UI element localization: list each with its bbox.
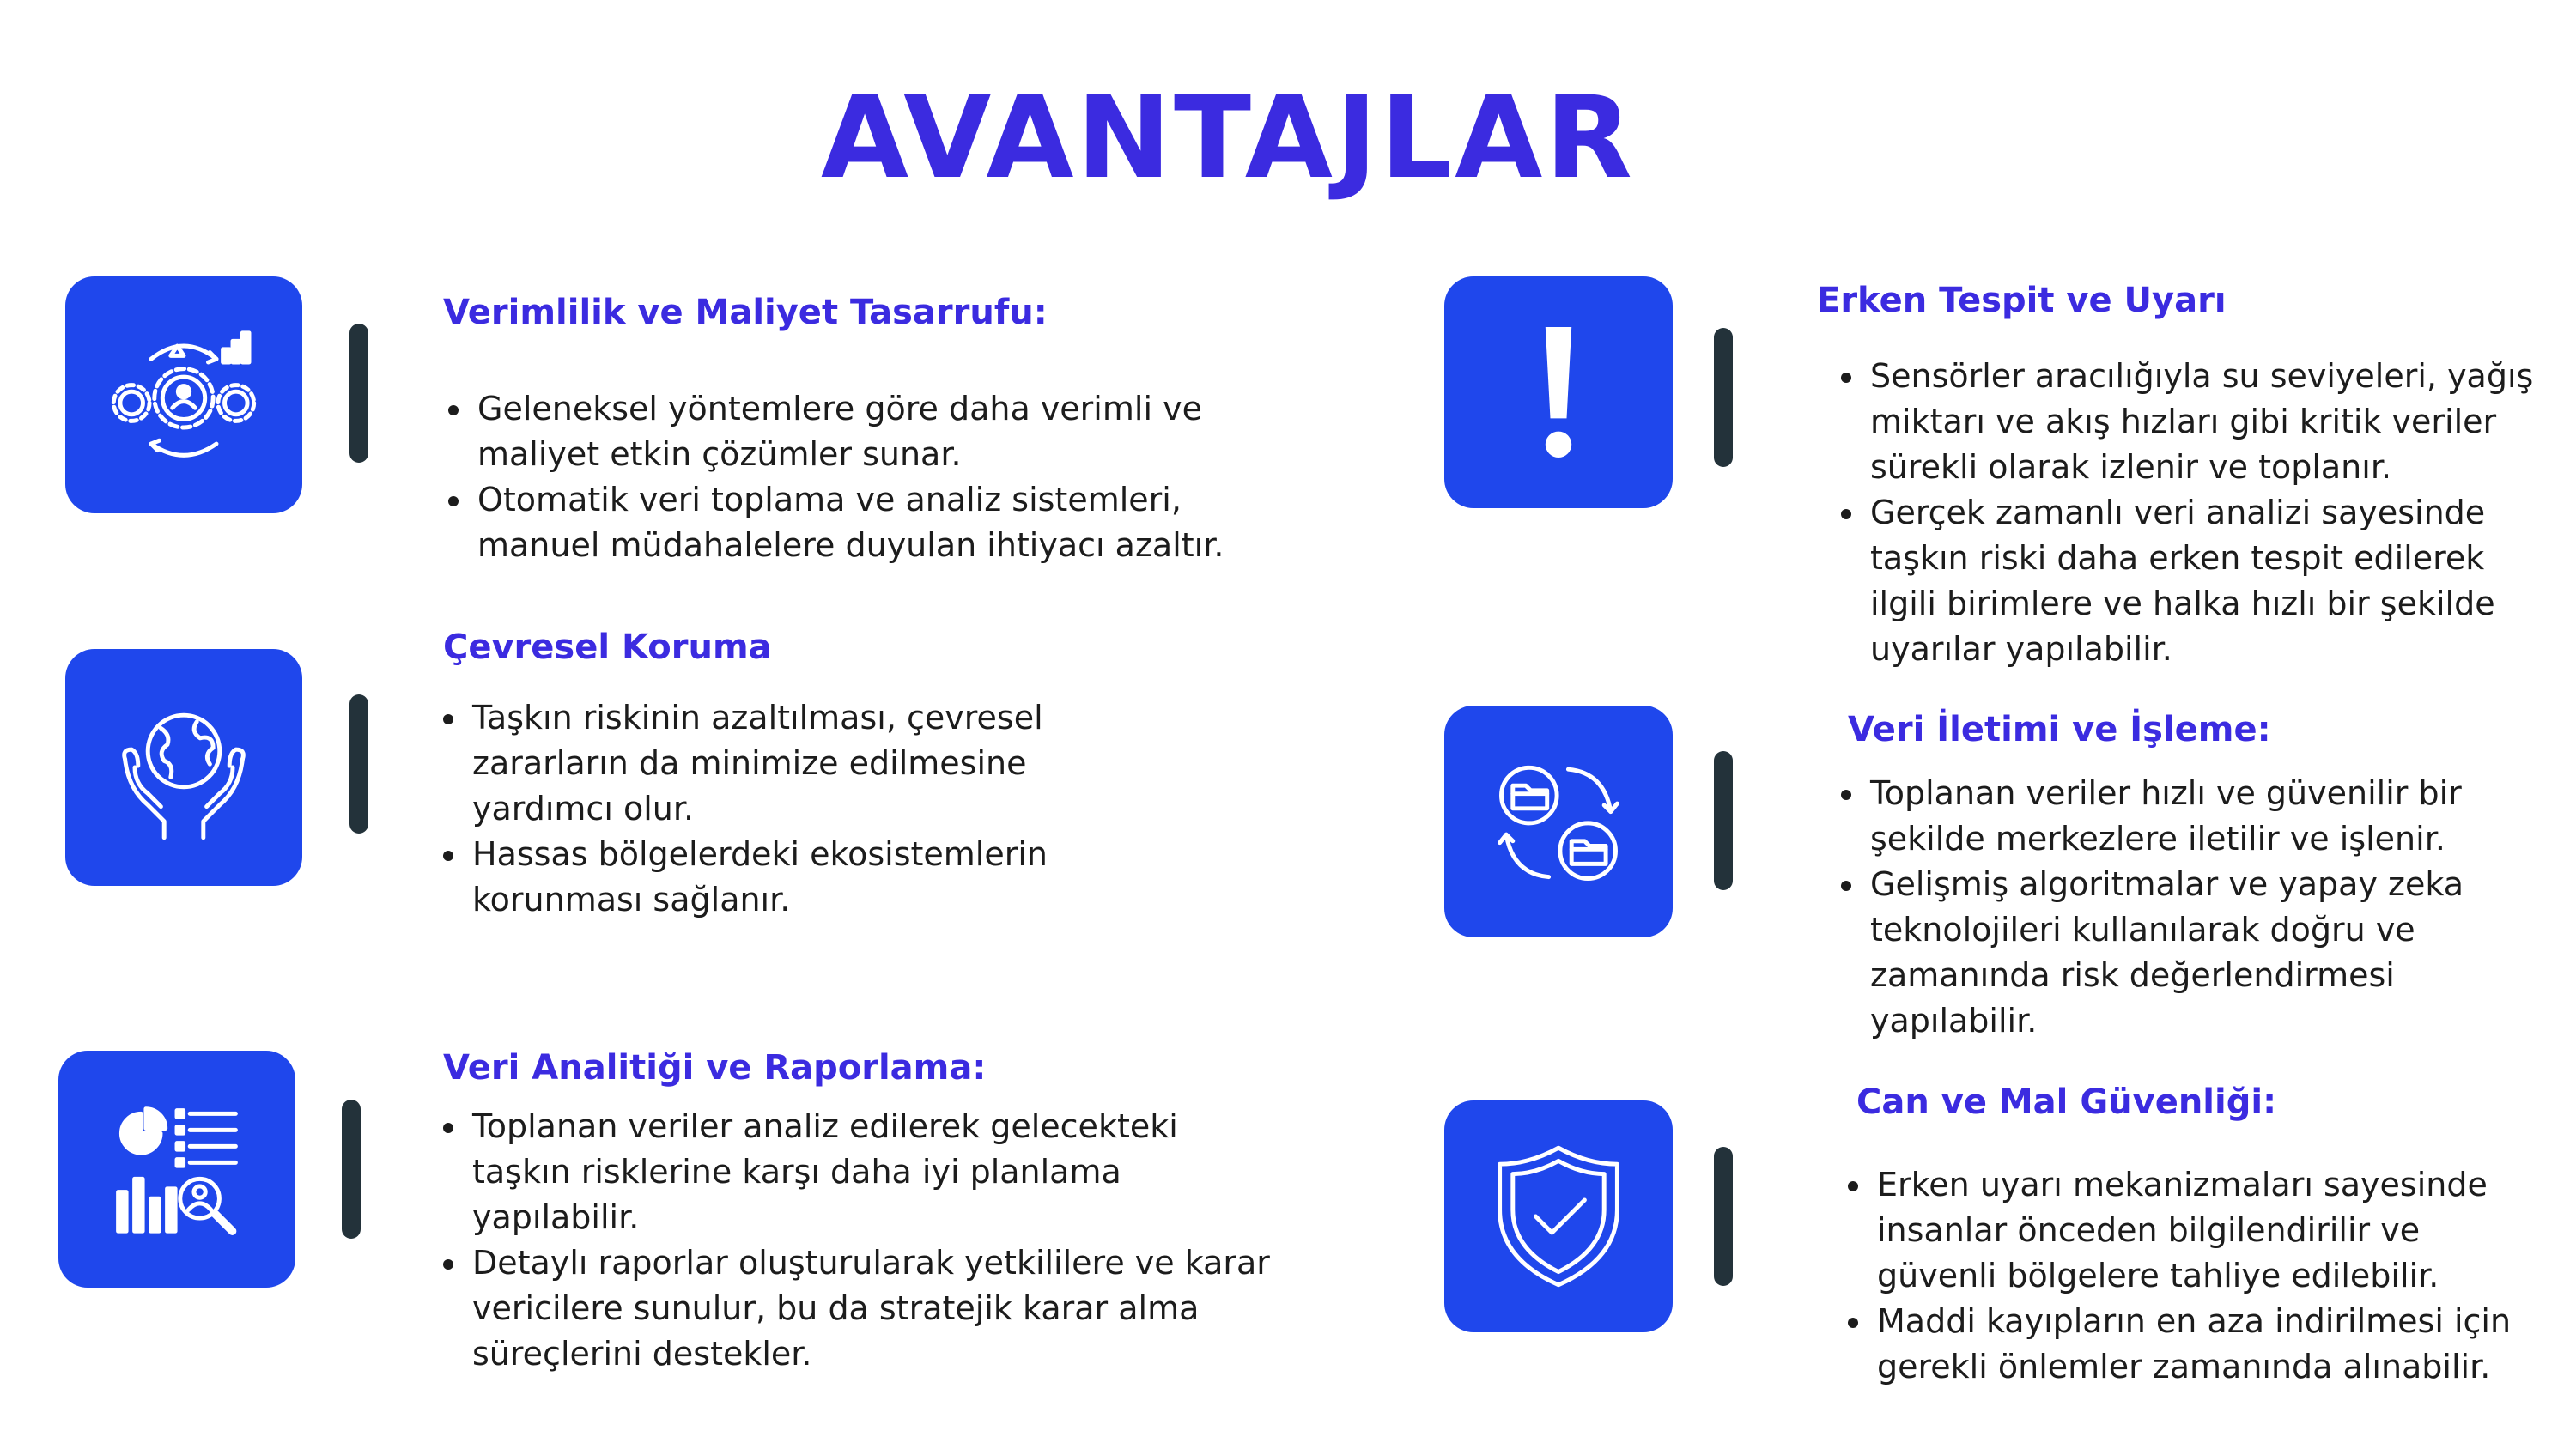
divider-bar xyxy=(1714,751,1733,890)
warning-icon-tile xyxy=(1444,276,1673,508)
analytics-icon-tile xyxy=(58,1051,295,1288)
environment-icon-tile xyxy=(65,649,302,886)
shield-check-icon xyxy=(1477,1135,1640,1298)
list-item: Erken uyarı mekanizmaları sayesinde insanlar önceden bilgilendirilir ve güvenli bölgelere tahliye edilebilir. xyxy=(1844,1162,2549,1299)
gears-person-chart-icon xyxy=(102,313,265,476)
list-item: Gerçek zamanlı veri analizi sayesinde taşkın riski daha erken tespit edilerek ilgili birimlere ve halka hızlı bir şekilde uyarılar yapılabilir. xyxy=(1838,490,2542,672)
safety-icon-tile xyxy=(1444,1100,1673,1332)
heading-environment: Çevresel Koruma xyxy=(443,627,772,667)
list-item: Maddi kayıpların en aza indirilmesi için gerekli önlemler zamanında alınabilir. xyxy=(1844,1299,2549,1390)
safety-bullets xyxy=(1844,1162,2549,1390)
divider-bar xyxy=(1714,1147,1733,1286)
globe-hands-icon xyxy=(102,686,265,849)
divider-bar xyxy=(342,1100,361,1239)
page-title: AVANTAJLAR xyxy=(820,72,1635,204)
efficiency-bullets xyxy=(445,386,1269,568)
folder-transfer-icon xyxy=(1477,740,1640,903)
heading-safety: Can ve Mal Güvenliği: xyxy=(1856,1082,2277,1122)
list-item: Hassas bölgelerdeki ekosistemlerin korunması sağlanır. xyxy=(440,832,1092,923)
list-item: Detaylı raporlar oluşturularak yetkililere ve karar vericilere sunulur, bu da stratejik karar alma süreçlerini destekler. xyxy=(440,1240,1281,1377)
list-item: Geleneksel yöntemlere göre daha verimli ve maliyet etkin çözümler sunar. xyxy=(445,386,1269,477)
data-transfer-icon-tile xyxy=(1444,706,1673,937)
heading-analytics: Veri Analitiği ve Raporlama: xyxy=(443,1048,987,1088)
heading-efficiency: Verimlilik ve Maliyet Tasarrufu: xyxy=(443,293,1048,332)
heading-data-transfer: Veri İletimi ve İşleme: xyxy=(1848,710,2271,749)
heading-early-warning: Erken Tespit ve Uyarı xyxy=(1817,281,2227,320)
efficiency-icon-tile xyxy=(65,276,302,513)
analytics-bullets xyxy=(440,1104,1281,1377)
list-item: Toplanan veriler analiz edilerek gelecekteki taşkın risklerine karşı daha iyi planlama yapılabilir. xyxy=(440,1104,1281,1240)
list-item: Gelişmiş algoritmalar ve yapay zeka teknolojileri kullanılarak doğru ve zamanında risk değerlendirmesi yapılabilir. xyxy=(1838,862,2542,1044)
divider-bar xyxy=(349,324,368,463)
early-warning-bullets xyxy=(1838,354,2542,672)
data-transfer-bullets xyxy=(1838,771,2542,1044)
list-item: Toplanan veriler hızlı ve güvenilir bir şekilde merkezlere iletilir ve işlenir. xyxy=(1838,771,2542,862)
divider-bar xyxy=(1714,328,1733,467)
divider-bar xyxy=(349,694,368,834)
list-item: Taşkın riskinin azaltılması, çevresel zararların da minimize edilmesine yardımcı olur. xyxy=(440,695,1092,832)
analytics-report-icon xyxy=(95,1088,258,1251)
exclamation-icon xyxy=(1477,311,1640,474)
list-item: Otomatik veri toplama ve analiz sistemleri, manuel müdahalelere duyulan ihtiyacı azaltır. xyxy=(445,477,1269,568)
list-item: Sensörler aracılığıyla su seviyeleri, yağış miktarı ve akış hızları gibi kritik veriler sürekli olarak izlenir ve toplanır. xyxy=(1838,354,2542,490)
environment-bullets xyxy=(440,695,1092,923)
